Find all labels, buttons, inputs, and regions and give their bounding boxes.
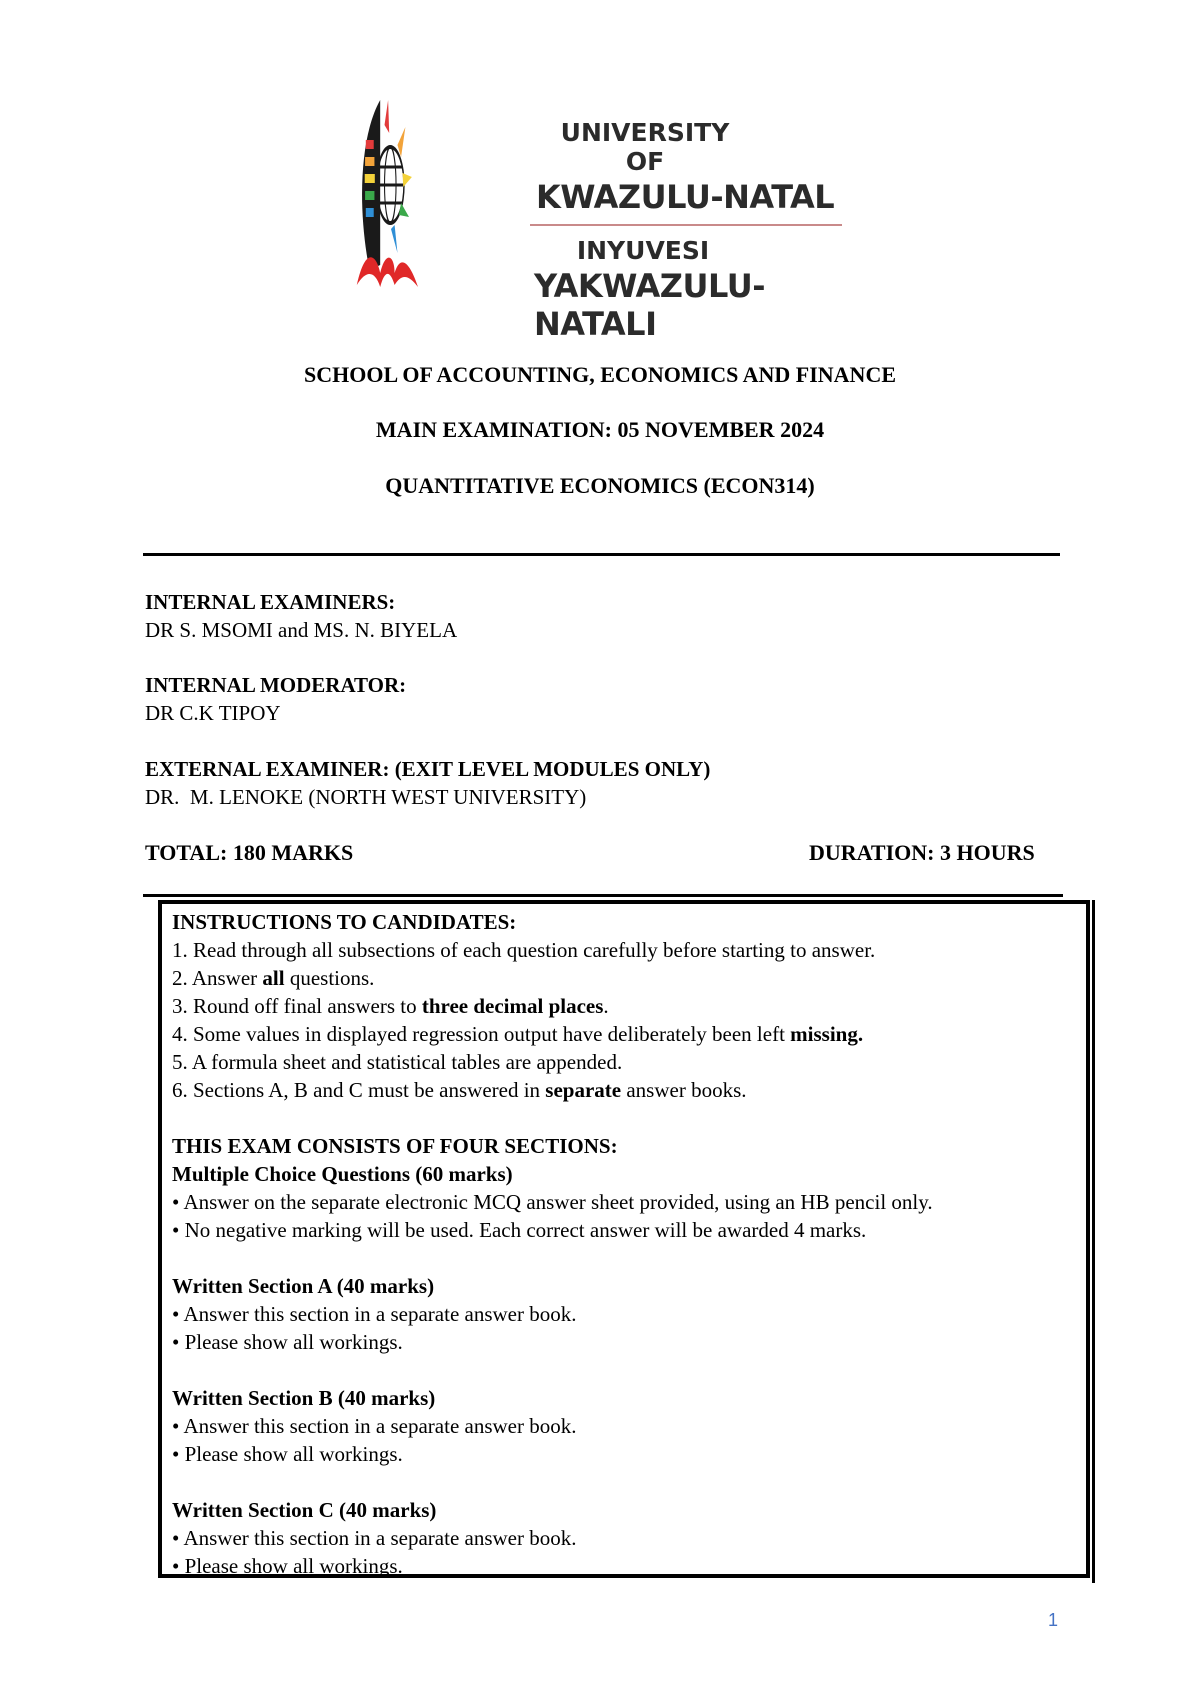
internal-moderator xyxy=(145,671,406,727)
instructions-list xyxy=(172,936,1072,1104)
instruction-text-end: answer books. xyxy=(621,1078,747,1102)
instructions-title: INSTRUCTIONS TO CANDIDATES: xyxy=(172,910,517,934)
university-logo xyxy=(355,95,535,310)
wordmark-line-2: KWAZULU-NATAL xyxy=(536,178,835,216)
instruction-text: 3. Round off final answers to xyxy=(172,994,422,1018)
instruction-emphasis: all xyxy=(262,966,285,990)
internal-moderator-label: INTERNAL MODERATOR: xyxy=(145,673,407,697)
instruction-emphasis: three decimal places xyxy=(421,994,604,1018)
section-c-title: Written Section C (40 marks) xyxy=(172,1498,437,1522)
internal-examiners-names: DR S. MSOMI and MS. N. BIYELA xyxy=(145,618,458,642)
instruction-item xyxy=(172,1020,1072,1048)
wordmark-line-1: UNIVERSITY OF xyxy=(560,118,730,176)
wordmark-line-3: INYUVESI xyxy=(576,236,710,265)
section-b-instruction-2: • Please show all workings. xyxy=(172,1442,403,1466)
logo-base xyxy=(357,257,418,287)
instruction-emphasis: separate xyxy=(545,1078,622,1102)
wordmark-divider xyxy=(530,224,842,226)
section-a-instruction-1: • Answer this section in a separate answer book. xyxy=(172,1302,577,1326)
section-a-instruction-2: • Please show all workings. xyxy=(172,1330,403,1354)
section-b-title: Written Section B (40 marks) xyxy=(172,1386,436,1410)
instruction-text: 6. Sections A, B and C must be answered in xyxy=(172,1078,546,1102)
instruction-item xyxy=(172,1048,1072,1076)
section-b-instruction-1: • Answer this section in a separate answer book. xyxy=(172,1414,577,1438)
mcq-section-title: Multiple Choice Questions (60 marks) xyxy=(172,1162,513,1186)
university-wordmark xyxy=(536,118,852,343)
duration: DURATION: 3 HOURS xyxy=(809,840,1035,865)
section-a-title: Written Section A (40 marks) xyxy=(172,1274,435,1298)
module-heading: QUANTITATIVE ECONOMICS (ECON314) xyxy=(385,473,815,498)
school-heading: SCHOOL OF ACCOUNTING, ECONOMICS AND FINANCE xyxy=(303,362,897,387)
instruction-item xyxy=(172,1076,1072,1104)
instruction-item xyxy=(172,964,1072,992)
instruction-text: 1. Read through all subsections of each question carefully before starting to answer. xyxy=(172,938,876,962)
instruction-item xyxy=(172,936,1072,964)
section-c-instruction-1: • Answer this section in a separate answer book. xyxy=(172,1526,577,1550)
instruction-text: 4. Some values in displayed regression output have deliberately been left xyxy=(172,1022,791,1046)
internal-moderator-name: DR C.K TIPOY xyxy=(145,701,281,725)
instruction-text-end: . xyxy=(603,994,609,1018)
instruction-text: 2. Answer xyxy=(172,966,263,990)
instruction-item xyxy=(172,992,1072,1020)
sections-title: THIS EXAM CONSISTS OF FOUR SECTIONS: xyxy=(172,1134,618,1158)
wordmark-line-4: YAKWAZULU-NATALI xyxy=(534,267,765,343)
internal-examiners xyxy=(145,588,457,644)
instruction-emphasis: missing. xyxy=(790,1022,864,1046)
external-examiner-label: EXTERNAL EXAMINER: (EXIT LEVEL MODULES ONLY) xyxy=(145,757,711,781)
total-marks: TOTAL: 180 MARKS xyxy=(145,840,354,865)
instructions-top-rule xyxy=(143,894,1063,897)
instruction-text-end: questions. xyxy=(284,966,375,990)
header-divider xyxy=(143,553,1060,556)
instruction-text: 5. A formula sheet and statistical tables are appended. xyxy=(172,1050,623,1074)
internal-examiners-label: INTERNAL EXAMINERS: xyxy=(145,590,396,614)
external-examiner xyxy=(145,755,710,811)
exam-date-heading: MAIN EXAMINATION: 05 NOVEMBER 2024 xyxy=(375,417,825,442)
external-examiner-name: DR. M. LENOKE (NORTH WEST UNIVERSITY) xyxy=(145,785,587,809)
section-c-instruction-2: • Please show all workings. xyxy=(172,1554,403,1578)
mcq-instruction-1: • Answer on the separate electronic MCQ answer sheet provided, using an HB pencil only. xyxy=(172,1190,933,1214)
instructions-content xyxy=(172,908,1072,1580)
page-number: 1 xyxy=(1048,1610,1059,1630)
mcq-instruction-2: • No negative marking will be used. Each correct answer will be awarded 4 marks. xyxy=(172,1218,867,1242)
